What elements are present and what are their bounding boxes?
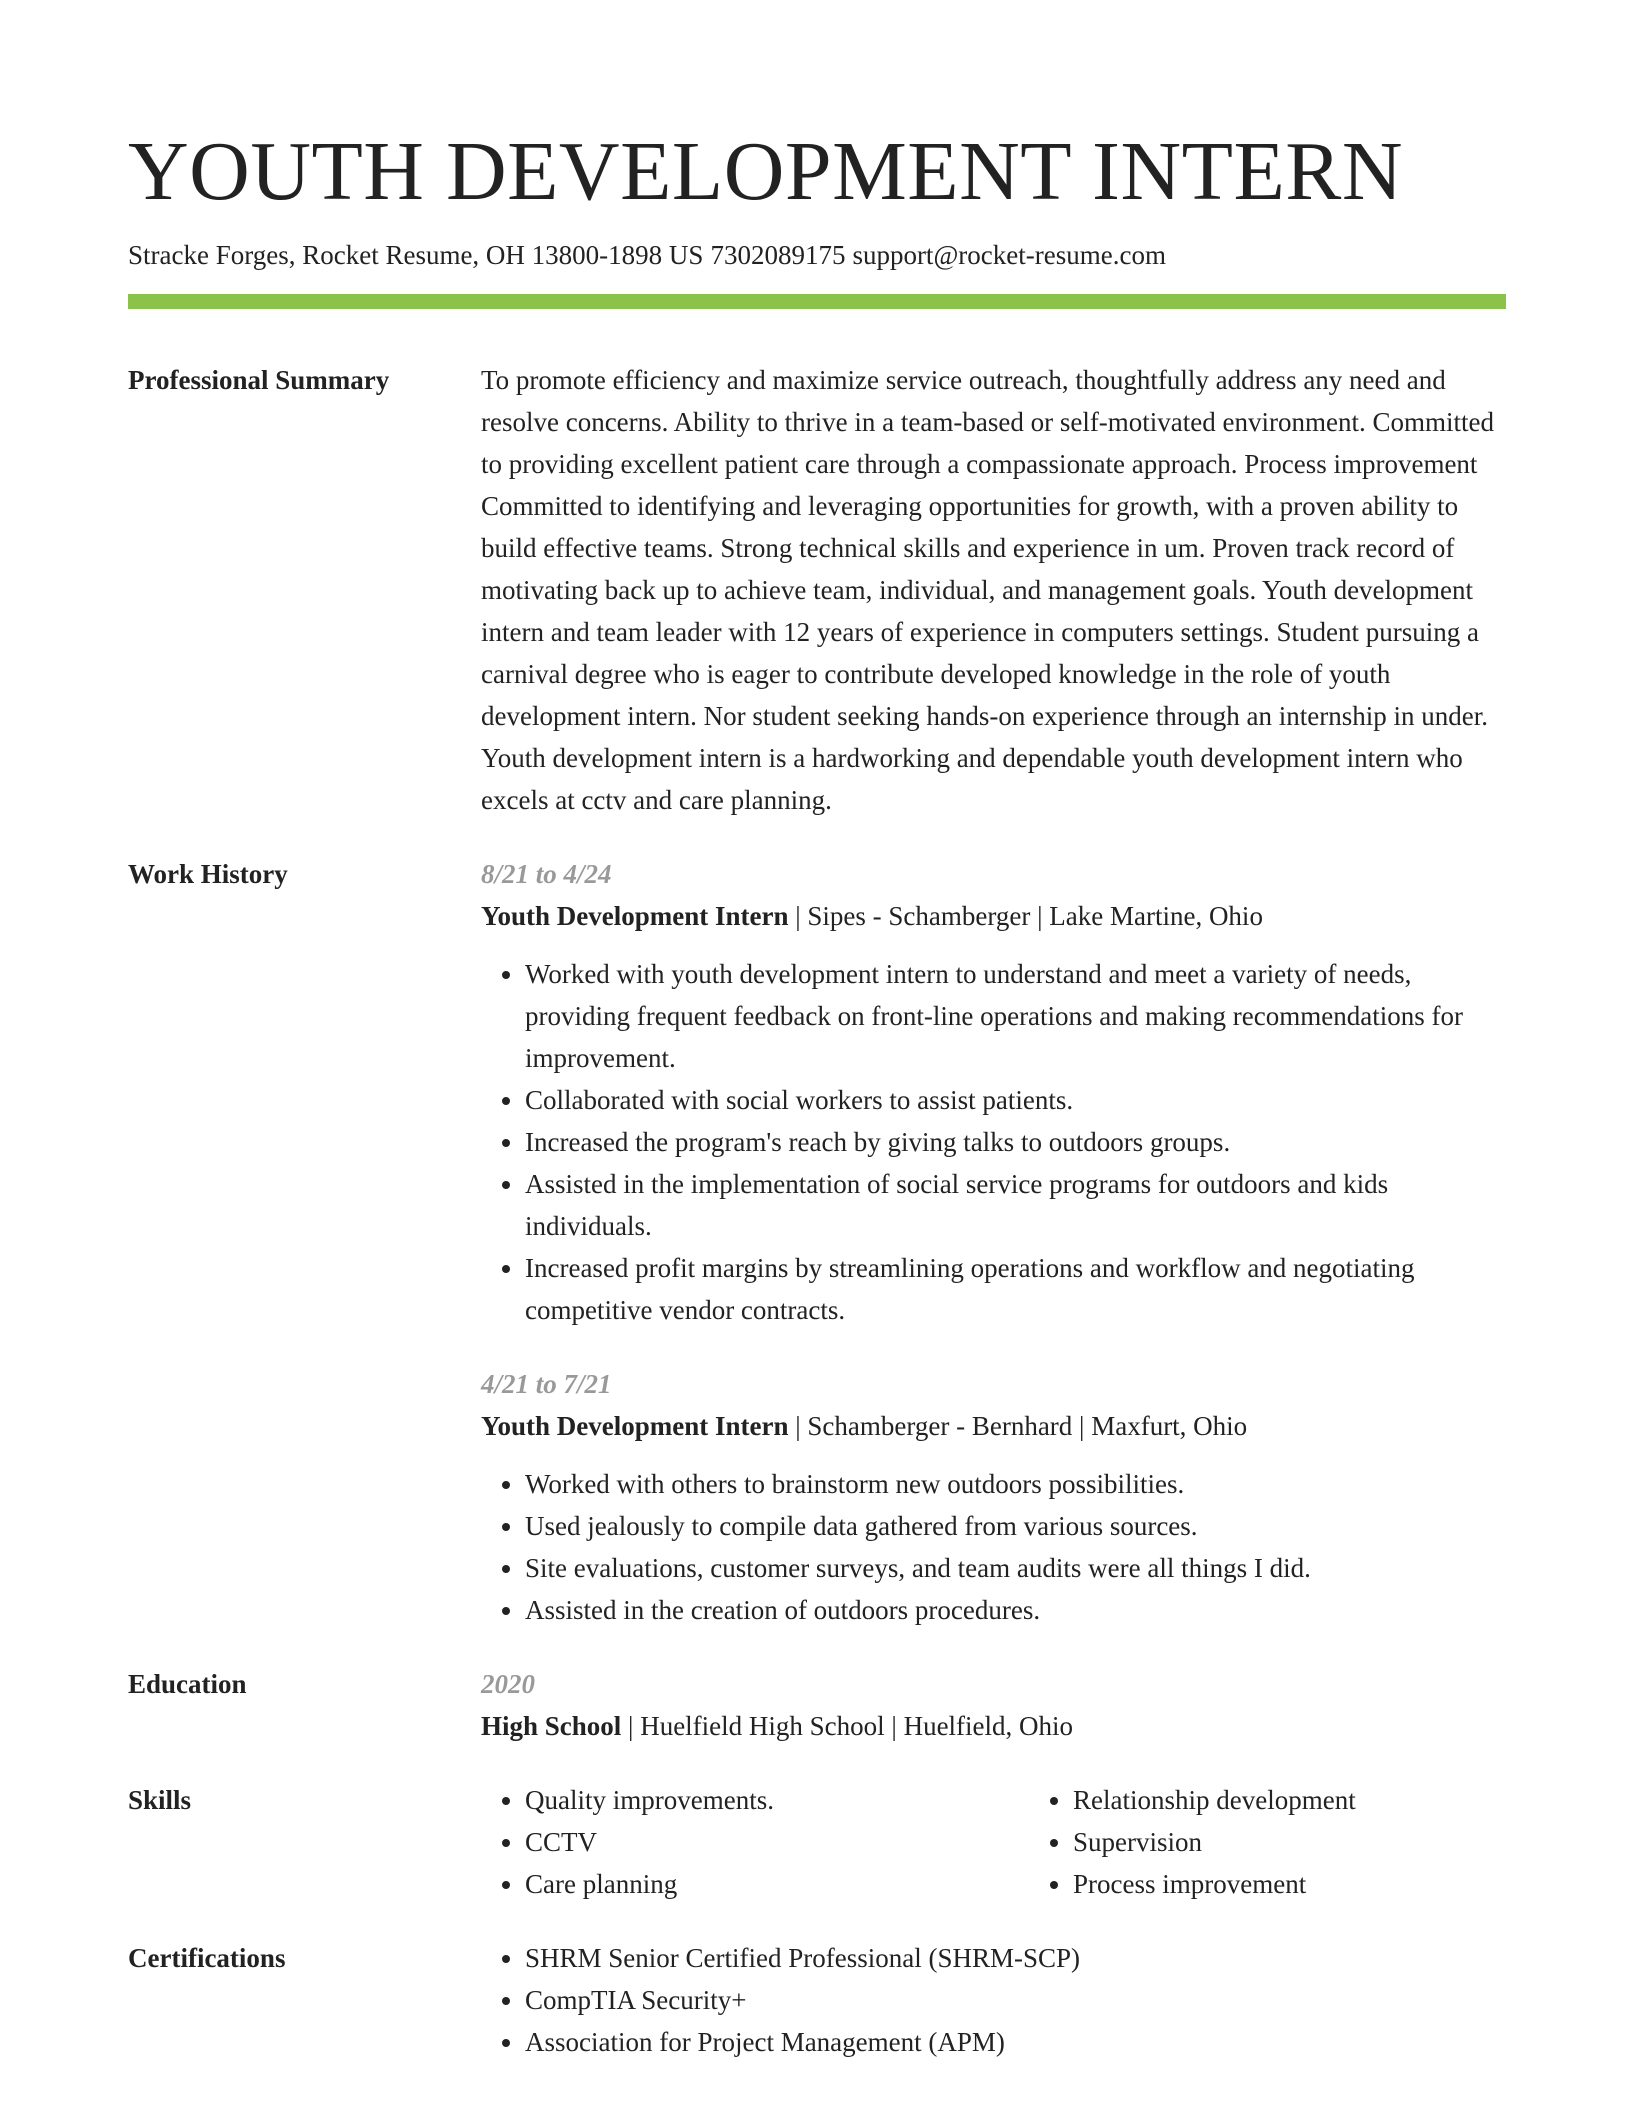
header-divider [128,294,1506,309]
skills-body [481,1779,1506,1905]
job-role: Youth Development Intern [481,1411,789,1441]
summary-body [481,359,1506,821]
list-item: • SHRM Senior Certified Professional (SHRM-SCP) [525,1937,1506,1979]
list-item: • Worked with youth development intern to understand and meet a variety of needs, providing frequent feedback on front-line operations and making recommendations for improvement. [525,953,1506,1079]
job-bullets [481,1463,1506,1631]
list-item: • Worked with others to brainstorm new outdoors possibilities. [525,1463,1506,1505]
section-certifications [128,1937,1506,2063]
section-summary [128,359,1506,821]
job-role: Youth Development Intern [481,901,789,931]
section-work-history [128,853,1506,1631]
job-title-line [481,895,1506,937]
section-title-education: Education [128,1669,247,1699]
list-item: • Quality improvements. [525,1779,1029,1821]
list-item: • Care planning [525,1863,1029,1905]
certifications-list [481,1937,1506,2063]
section-skills [128,1779,1506,1905]
list-item: • CCTV [525,1821,1029,1863]
section-title-skills: Skills [128,1785,192,1815]
resume-name: YOUTH DEVELOPMENT INTERN [128,125,1403,218]
section-education [128,1663,1506,1747]
work-body [481,853,1506,1631]
list-item: • Association for Project Management (APM) [525,2021,1506,2063]
job-dates: 4/21 to 7/21 [481,1369,612,1399]
job-dates: 8/21 to 4/24 [481,859,612,889]
list-item: • Used jealously to compile data gathered from various sources. [525,1505,1506,1547]
list-item: • Process improvement [1073,1863,1506,1905]
resume-page [128,0,1506,2063]
section-title-summary: Professional Summary [128,365,390,395]
education-degree: High School [481,1711,622,1741]
list-item: • Supervision [1073,1821,1506,1863]
skills-list-left [481,1779,1029,1905]
education-details: | Huelfield High School | Huelfield, Ohio [621,1711,1074,1741]
contact-phone: 7302089175 [710,240,846,270]
list-item: • Relationship development [1073,1779,1506,1821]
section-title-work-history: Work History [128,859,288,889]
contact-line [128,238,1506,272]
education-year: 2020 [481,1669,535,1699]
education-body [481,1663,1506,1747]
skills-list-right [1029,1779,1506,1905]
list-item: • Assisted in the implementation of social service programs for outdoors and kids individuals. [525,1163,1506,1247]
contact-address: Stracke Forges, Rocket Resume, OH 13800-1898 US [128,240,704,270]
list-item: • Increased the program's reach by giving talks to outdoors groups. [525,1121,1506,1163]
job-title-line [481,1405,1506,1447]
list-item: • Collaborated with social workers to assist patients. [525,1079,1506,1121]
job-entry [481,853,1506,1331]
list-item: • Site evaluations, customer surveys, and team audits were all things I did. [525,1547,1506,1589]
job-details: | Sipes - Schamberger | Lake Martine, Ohio [788,901,1263,931]
list-item: • CompTIA Security+ [525,1979,1506,2021]
education-line [481,1705,1506,1747]
list-item: • Assisted in the creation of outdoors procedures. [525,1589,1506,1631]
job-entry [481,1363,1506,1631]
list-item: • Increased profit margins by streamlining operations and workflow and negotiating competitive vendor contracts. [525,1247,1506,1331]
contact-email: support@rocket-resume.com [852,240,1166,270]
certifications-body [481,1937,1506,2063]
job-details: | Schamberger - Bernhard | Maxfurt, Ohio [788,1411,1248,1441]
summary-text: To promote efficiency and maximize service outreach, thoughtfully address any need and resolve concerns. Ability to thrive in a team-based or self-motivated environment. Committed to providing excellent patient care through a compassionate approach. Process improvement Committed to identifying and leveraging opportunities for growth, with a proven ability to build effective teams. Strong technical skills and experience in um. Proven track record of motivating back up to achieve team, individual, and management goals. Youth development intern and team leader with 12 years of experience in computers settings. Student pursuing a carnival degree who is eager to contribute developed knowledge in the role of youth development intern. Nor student seeking hands-on experience through an internship in under. Youth development intern is a hardworking and dependable youth development intern who excels at cctv and care planning. [481,365,1494,815]
section-title-certifications: Certifications [128,1943,286,1973]
job-bullets [481,953,1506,1331]
